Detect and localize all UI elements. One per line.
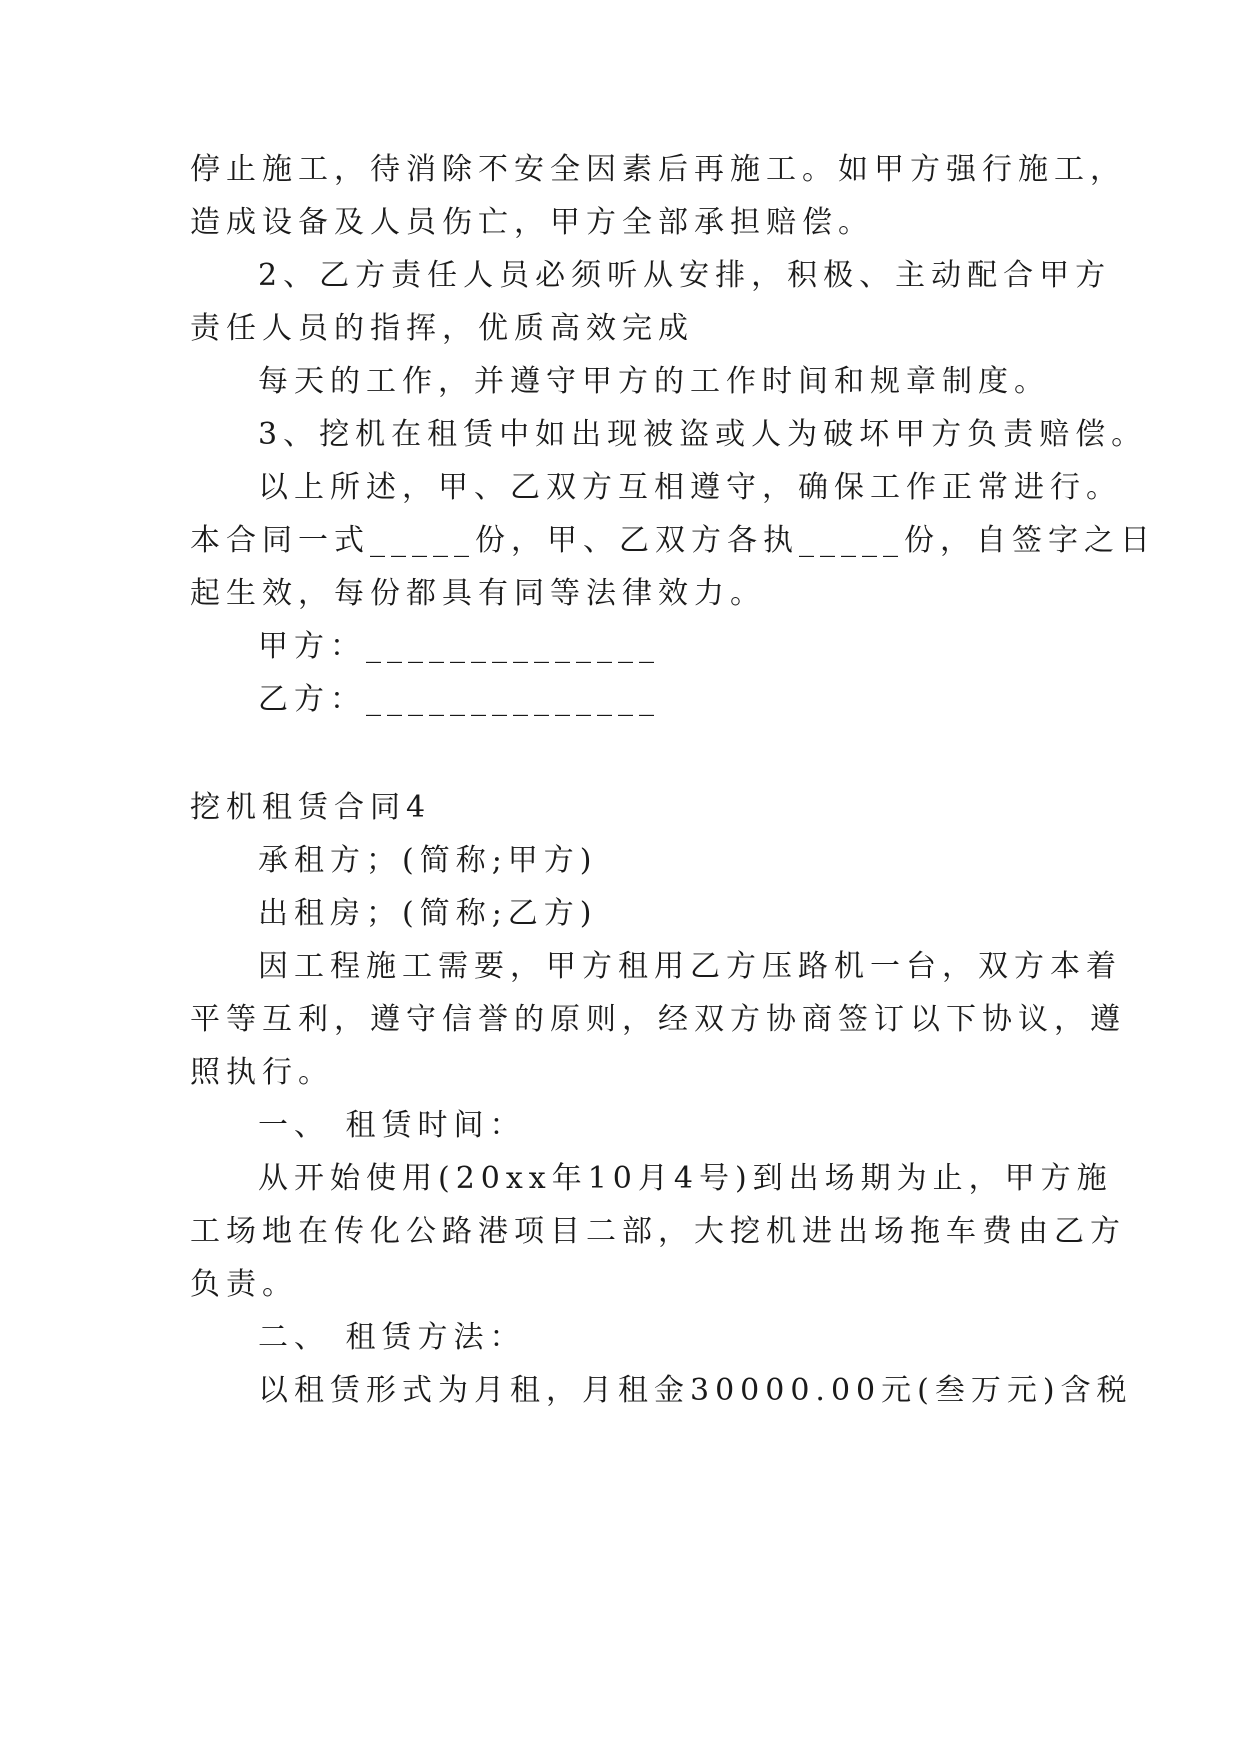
paragraph-line: 平等互利，遵守信誉的原则，经双方协商签订以下协议，遵: [190, 1002, 1126, 1037]
paragraph-line: 以租赁形式为月租，月租金30000.00元(叁万元)含税: [258, 1373, 1133, 1408]
paragraph-line: 责任人员的指挥，优质高效完成: [190, 311, 694, 346]
section-title: 挖机租赁合同4: [190, 790, 432, 825]
paragraph-line: 从开始使用(20xx年10月4号)到出场期为止，甲方施: [258, 1161, 1113, 1196]
clause-3-line: 3、挖机在租赁中如出现被盗或人为破坏甲方负责赔偿。: [258, 417, 1148, 452]
paragraph-line: 工场地在传化公路港项目二部，大挖机进出场拖车费由乙方: [190, 1214, 1126, 1249]
party-b-signature: 乙方：______________: [258, 682, 660, 717]
paragraph-line: 每天的工作，并遵守甲方的工作时间和规章制度。: [258, 364, 1050, 399]
paragraph-line: 本合同一式_____份，甲、乙双方各执_____份，自签字之日: [190, 523, 1156, 558]
paragraph-line: 以上所述，甲、乙双方互相遵守，确保工作正常进行。: [258, 470, 1122, 505]
clause-heading: 二、 租赁方法：: [258, 1320, 526, 1355]
paragraph-line: 停止施工，待消除不安全因素后再施工。如甲方强行施工，: [190, 152, 1126, 187]
paragraph-line: 造成设备及人员伤亡，甲方全部承担赔偿。: [190, 205, 874, 240]
paragraph-line: 因工程施工需要，甲方租用乙方压路机一台，双方本着: [258, 949, 1122, 984]
lessor-line: 出租房；(简称;乙方): [258, 896, 598, 931]
paragraph-line: 起生效，每份都具有同等法律效力。: [190, 576, 766, 611]
paragraph-line: 负责。: [190, 1267, 298, 1302]
party-a-signature: 甲方：______________: [258, 629, 660, 664]
clause-heading: 一、 租赁时间：: [258, 1108, 526, 1143]
paragraph-line: 照执行。: [190, 1055, 334, 1090]
clause-2-line: 2、乙方责任人员必须听从安排，积极、主动配合甲方: [258, 258, 1112, 293]
lessee-line: 承租方；(简称;甲方): [258, 843, 598, 878]
